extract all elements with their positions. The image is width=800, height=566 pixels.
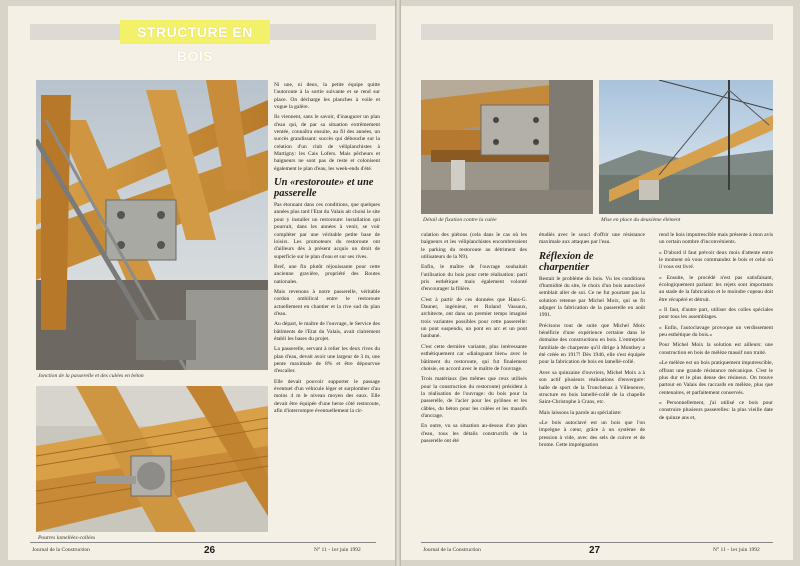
- text-column-left: [274, 82, 380, 418]
- fixation-detail-image: [421, 80, 593, 214]
- footer-rule: [30, 542, 376, 543]
- paragraph: » D'abord il faut prévoir deux mois d'attente entre le moment où vous commandez le bois et celui où il vous est livré.: [659, 249, 773, 271]
- footer-issue: N° 11 - 1er juin 1992: [314, 547, 361, 553]
- page-number: 27: [589, 545, 601, 556]
- text-column-2: [539, 232, 645, 452]
- installation-image: [599, 80, 773, 214]
- photo-fixation-detail: [421, 80, 593, 214]
- paragraph: étudiés avec le souci d'offrir une résistance maximale aux attaques par l'eau.: [539, 232, 645, 246]
- paragraph: «Le bois autoclavé est un bois que l'on imprègne à cœur, grâce à un système de pression à vide, avec des sels de cuivre et de brome. Cette imprégnation: [539, 419, 645, 448]
- photo-caption-junction: Jonction de la passerelle et des culées en béton: [38, 373, 144, 379]
- paragraph: La passerelle, servant à relier les deux rives du plan d'eau, devait avoir une largeur de 3 m, une pente maximale de 8% et être dépourvue d'escalier.: [274, 346, 380, 375]
- paragraph: En outre, vu sa situation au-dessus d'un plan d'eau, tous les détails constructifs de la passerelle ont été: [421, 423, 527, 444]
- glulam-beams-image: [36, 386, 268, 532]
- paragraph: culation des piétons (cela dans le cas où les baigneurs et les véliplanchistes encombreraient le parking du restoroute au détriment des utilisateurs de la N9).: [421, 232, 527, 261]
- paragraph: Avec sa quinzaine d'ouvriers, Michel Moix a à son actif plusieurs réalisations d'envergure: halle de sport de la Tronchenaz à Villeneuve, structure en bois lamellé-collé de la chapelle Saint-Christophe à Crans, etc.: [539, 369, 645, 406]
- paragraph: Au départ, le maître de l'ouvrage, le Service des bâtiments de l'Etat du Valais, avait clairement établi les bases du projet.: [274, 321, 380, 342]
- paragraph: » Il faut, d'autre part, utiliser des colles spéciales pour tous les assemblages.: [659, 307, 773, 321]
- paragraph: Elle devait pouvoir supporter le passage éventuel d'un véhicule léger et surplomber d'au moins 4 m le niveau moyen des eaux. Elle devait être équipée d'une herse côté restoroute, afin d'interrompre éventuellement la cir-: [274, 378, 380, 415]
- paragraph: Ils viennent, sans le savoir, d'inaugurer un plan d'eau qui, de par sa situation extrêmement ventée, connaîtra ensuite, au fil des années, un succès grandissant: succès qui débouche sur la création d'un club de véliplanchistes à Martigny: les Cais Lofers. Mais pêcheurs et baigneurs ne sont pas de reste et colonisent également le plan d'eau, les week-ends d'été.: [274, 114, 380, 172]
- text-column-1: [421, 232, 527, 448]
- page-right: [401, 6, 793, 560]
- paragraph: «Le mélèze est un bois pratiquement imputrescible, offrant une grande résistance mécanique. C'est le plus dur et le plus dense des résineux. On trouve partout en Valais des raccards en mélèze, plus que centenaires, et parfaitement conservés.: [659, 360, 773, 396]
- footer-rule: [421, 542, 773, 543]
- photo-bridge-junction: [36, 80, 268, 370]
- photo-caption-beams: Poutres lamellées-collées: [38, 535, 96, 541]
- paragraph: » Personnellement, j'ai utilisé ce bois pour construire plusieurs passerelles: la plus vieille date de quinze ans et,: [659, 399, 773, 421]
- header-bar: [421, 24, 773, 40]
- paragraph: » Ensuite, le procédé n'est pas satisfaisant, écologiquement parlant: les rejets sont importants au stade de la fabrication et le moindre copeau doit être récupéré et détruit.: [659, 274, 773, 303]
- paragraph: Bref, une fin plutôt réjouissante pour cette ancienne gravière, propriété des Routes nationales.: [274, 263, 380, 285]
- paragraph: Ni une, ni deux, la petite équipe quitte l'autoroute à la sortie suivante et se rend sur place. On décharge les planches à voile et vogue la galère.: [274, 82, 380, 111]
- paragraph: rend le bois imputrescible mais présente à mon avis un certain nombre d'inconvénients.: [659, 232, 773, 246]
- paragraph: Trois matériaux (les mêmes que ceux utilisés pour la construction du restoroute) président à la réalisation de l'ouvrage: du bois pour la passerelle, de l'acier pour les pylônes et les câbles, du béton pour les culées et les massifs d'ancrage.: [421, 376, 527, 419]
- paragraph: Restait le problème du bois. Vu les conditions d'humidité du site, le choix d'un bois autoclavé semblait aller de soi. Ce ne fut pourtant pas la solution retenue par Michel Moix, qui se fit adjuger la fabrication de la passerelle en août 1991.: [539, 275, 645, 319]
- section-heading: Réflexion de charpentier: [539, 250, 594, 273]
- photo-installation: [599, 80, 773, 214]
- text-column-3: [659, 232, 773, 425]
- paragraph: Pas étonnant dans ces conditions, que quelques années plus tard l'Etat du Valais ait choisi le site pour y installer un restoroute: installation qui pourrait, dans les années à venir, se voir compléter par une véritable petite base de loisirs. Les promoteurs du restoroute ont d'ailleurs dès à présent acquis un droit de superficie sur le plan d'eau et sur ses rives.: [274, 202, 380, 260]
- footer-publication: Journal de la Construction: [32, 547, 90, 553]
- section-heading: Un «restoroute» et une passerelle: [274, 177, 374, 200]
- paragraph: Précisons tout de suite que Michel Moix bénéficie d'une expérience certaine dans le domaine des constructions en bois. L'entreprise familiale de charpente qu'il dirige à Monthey a été créée en 1917! Dès 1946, elle s'est équipée pour la fabrication de bois en lamellé-collé.: [539, 322, 645, 366]
- page-left: [8, 6, 395, 560]
- photo-glulam-beams: [36, 386, 268, 532]
- photo-caption-fixation: Détail de fixation contre la culée: [423, 217, 497, 223]
- section-title: STRUCTURE EN BOIS: [120, 20, 270, 44]
- paragraph: C'est à partir de ces données que Hans-G. Dauner, ingénieur, et Roland Vassaux, architecte, ont dans un premier temps imaginé trois variantes possibles pour cette passerelle: un pont suspendu, un pont en arc et un pont haubané.: [421, 296, 527, 340]
- page-number: 26: [204, 545, 216, 556]
- paragraph: C'est cette dernière variante, plus intéressante esthétiquement car «dialoguant bien» avec le bâtiment du restoroute, qui fut finalement choisie, en accord avec le maître de l'ouvrage.: [421, 343, 527, 372]
- footer-publication: Journal de la Construction: [423, 547, 481, 553]
- paragraph: Enfin, le maître de l'ouvrage souhaitait l'utilisation du bois pour cette réalisation: parti pris esthétique mais également volonté d'encourager la filière.: [421, 264, 527, 293]
- photo-caption-installation: Mise en place du deuxième élément: [601, 217, 681, 223]
- paragraph: Mais revenons à notre passerelle, véritable cordon ombilical entre le restoroute actuellement en chantier et la rive sud du plan d'eau.: [274, 288, 380, 317]
- paragraph: Mais laissons la parole au spécialiste:: [539, 409, 622, 416]
- bridge-junction-image: [36, 80, 268, 370]
- footer-issue: N° 11 - 1er juin 1992: [713, 547, 760, 553]
- paragraph: Pour Michel Moix la solution est ailleurs: une construction en bois de mélèze massif non traité.: [659, 342, 773, 356]
- paragraph: » Enfin, l'autoclavage provoque un verdissement peu esthétique du bois.»: [659, 324, 773, 339]
